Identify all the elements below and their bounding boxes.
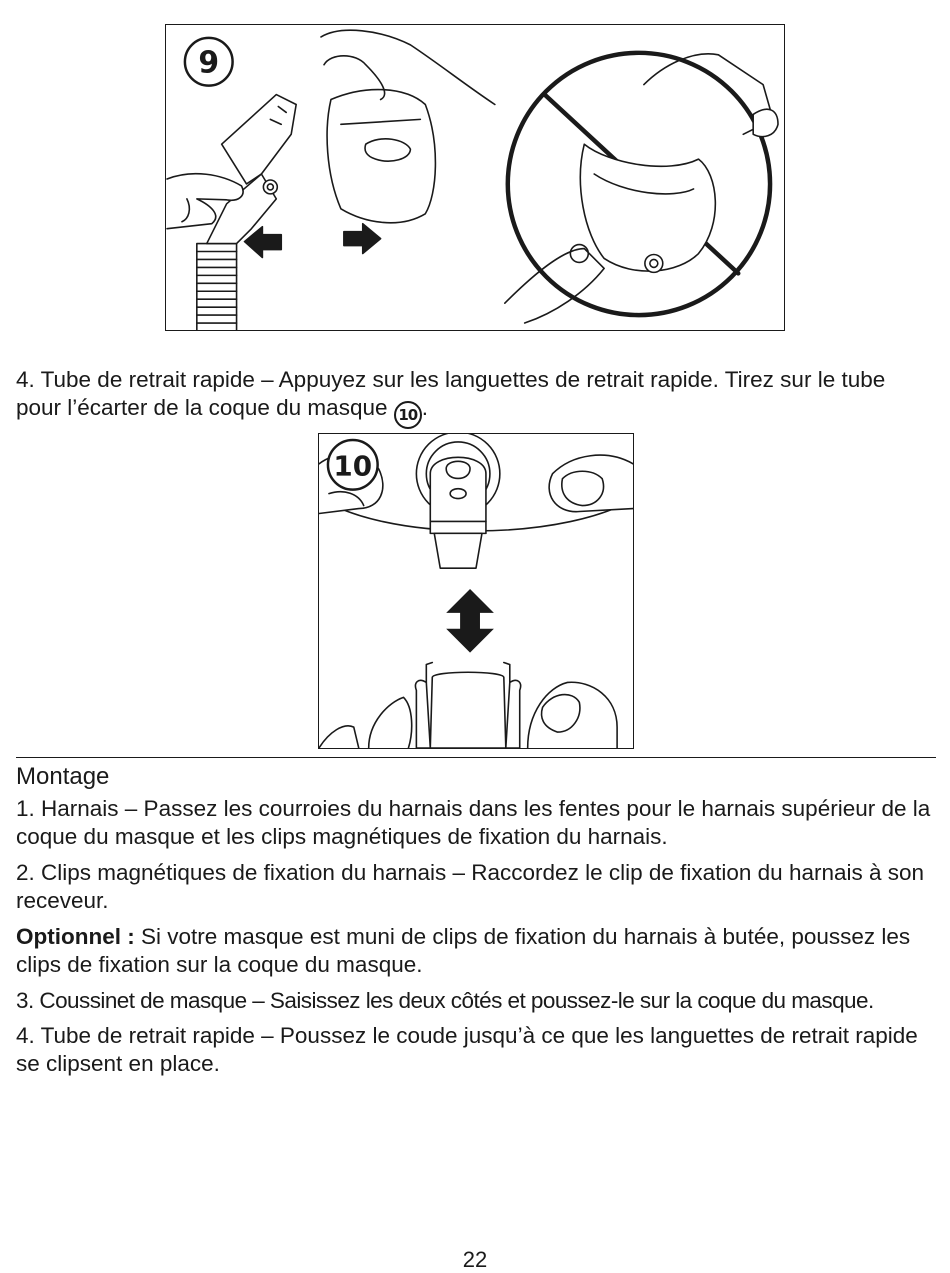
montage-item-4: 4. Tube de retrait rapide – Poussez le coude jusqu’à ce que les languettes de retrait rapide se clipsent en place. bbox=[16, 1023, 918, 1076]
double-arrow-icon bbox=[446, 589, 494, 653]
figure-10-illustration bbox=[318, 433, 634, 749]
optional-note bbox=[16, 923, 936, 979]
montage-item-1: 1. Harnais – Passez les courroies du harnais dans les fentes pour le harnais supérieur de la coque du masque et les clips magnétiques de fixation du harnais. bbox=[16, 796, 931, 849]
montage-item-2: 2. Clips magnétiques de fixation du harnais – Raccordez le clip de fixation du harnais à son receveur. bbox=[16, 860, 925, 913]
montage-item-3: 3. Coussinet de masque – Saisissez les deux côtés et poussez-le sur la coque du masque. bbox=[16, 988, 874, 1013]
figure-9-drawing bbox=[166, 25, 784, 330]
montage-heading: Montage bbox=[16, 763, 110, 790]
optional-text: Si votre masque est muni de clips de fixation du harnais à butée, poussez les clips de fixation sur la coque du masque. bbox=[16, 924, 911, 977]
tube-drawing bbox=[197, 244, 237, 330]
step-4-end: . bbox=[421, 395, 429, 420]
step-4-text: 4. Tube de retrait rapide – Appuyez sur les languettes de retrait rapide. Tirez sur le tube pour l’écarter de la coque du masque bbox=[16, 367, 886, 420]
page-number: 22 bbox=[462, 1247, 488, 1272]
figure-9-illustration bbox=[165, 24, 785, 331]
optional-label: Optionnel : bbox=[16, 924, 135, 949]
step-4-paragraph bbox=[16, 366, 936, 429]
section-divider bbox=[16, 757, 936, 758]
figure-10-badge: 10 bbox=[333, 449, 373, 483]
figure-10-drawing bbox=[319, 434, 633, 748]
figure-9-badge: 9 bbox=[198, 45, 220, 81]
figure-10-reference-badge: 10 bbox=[394, 401, 422, 429]
